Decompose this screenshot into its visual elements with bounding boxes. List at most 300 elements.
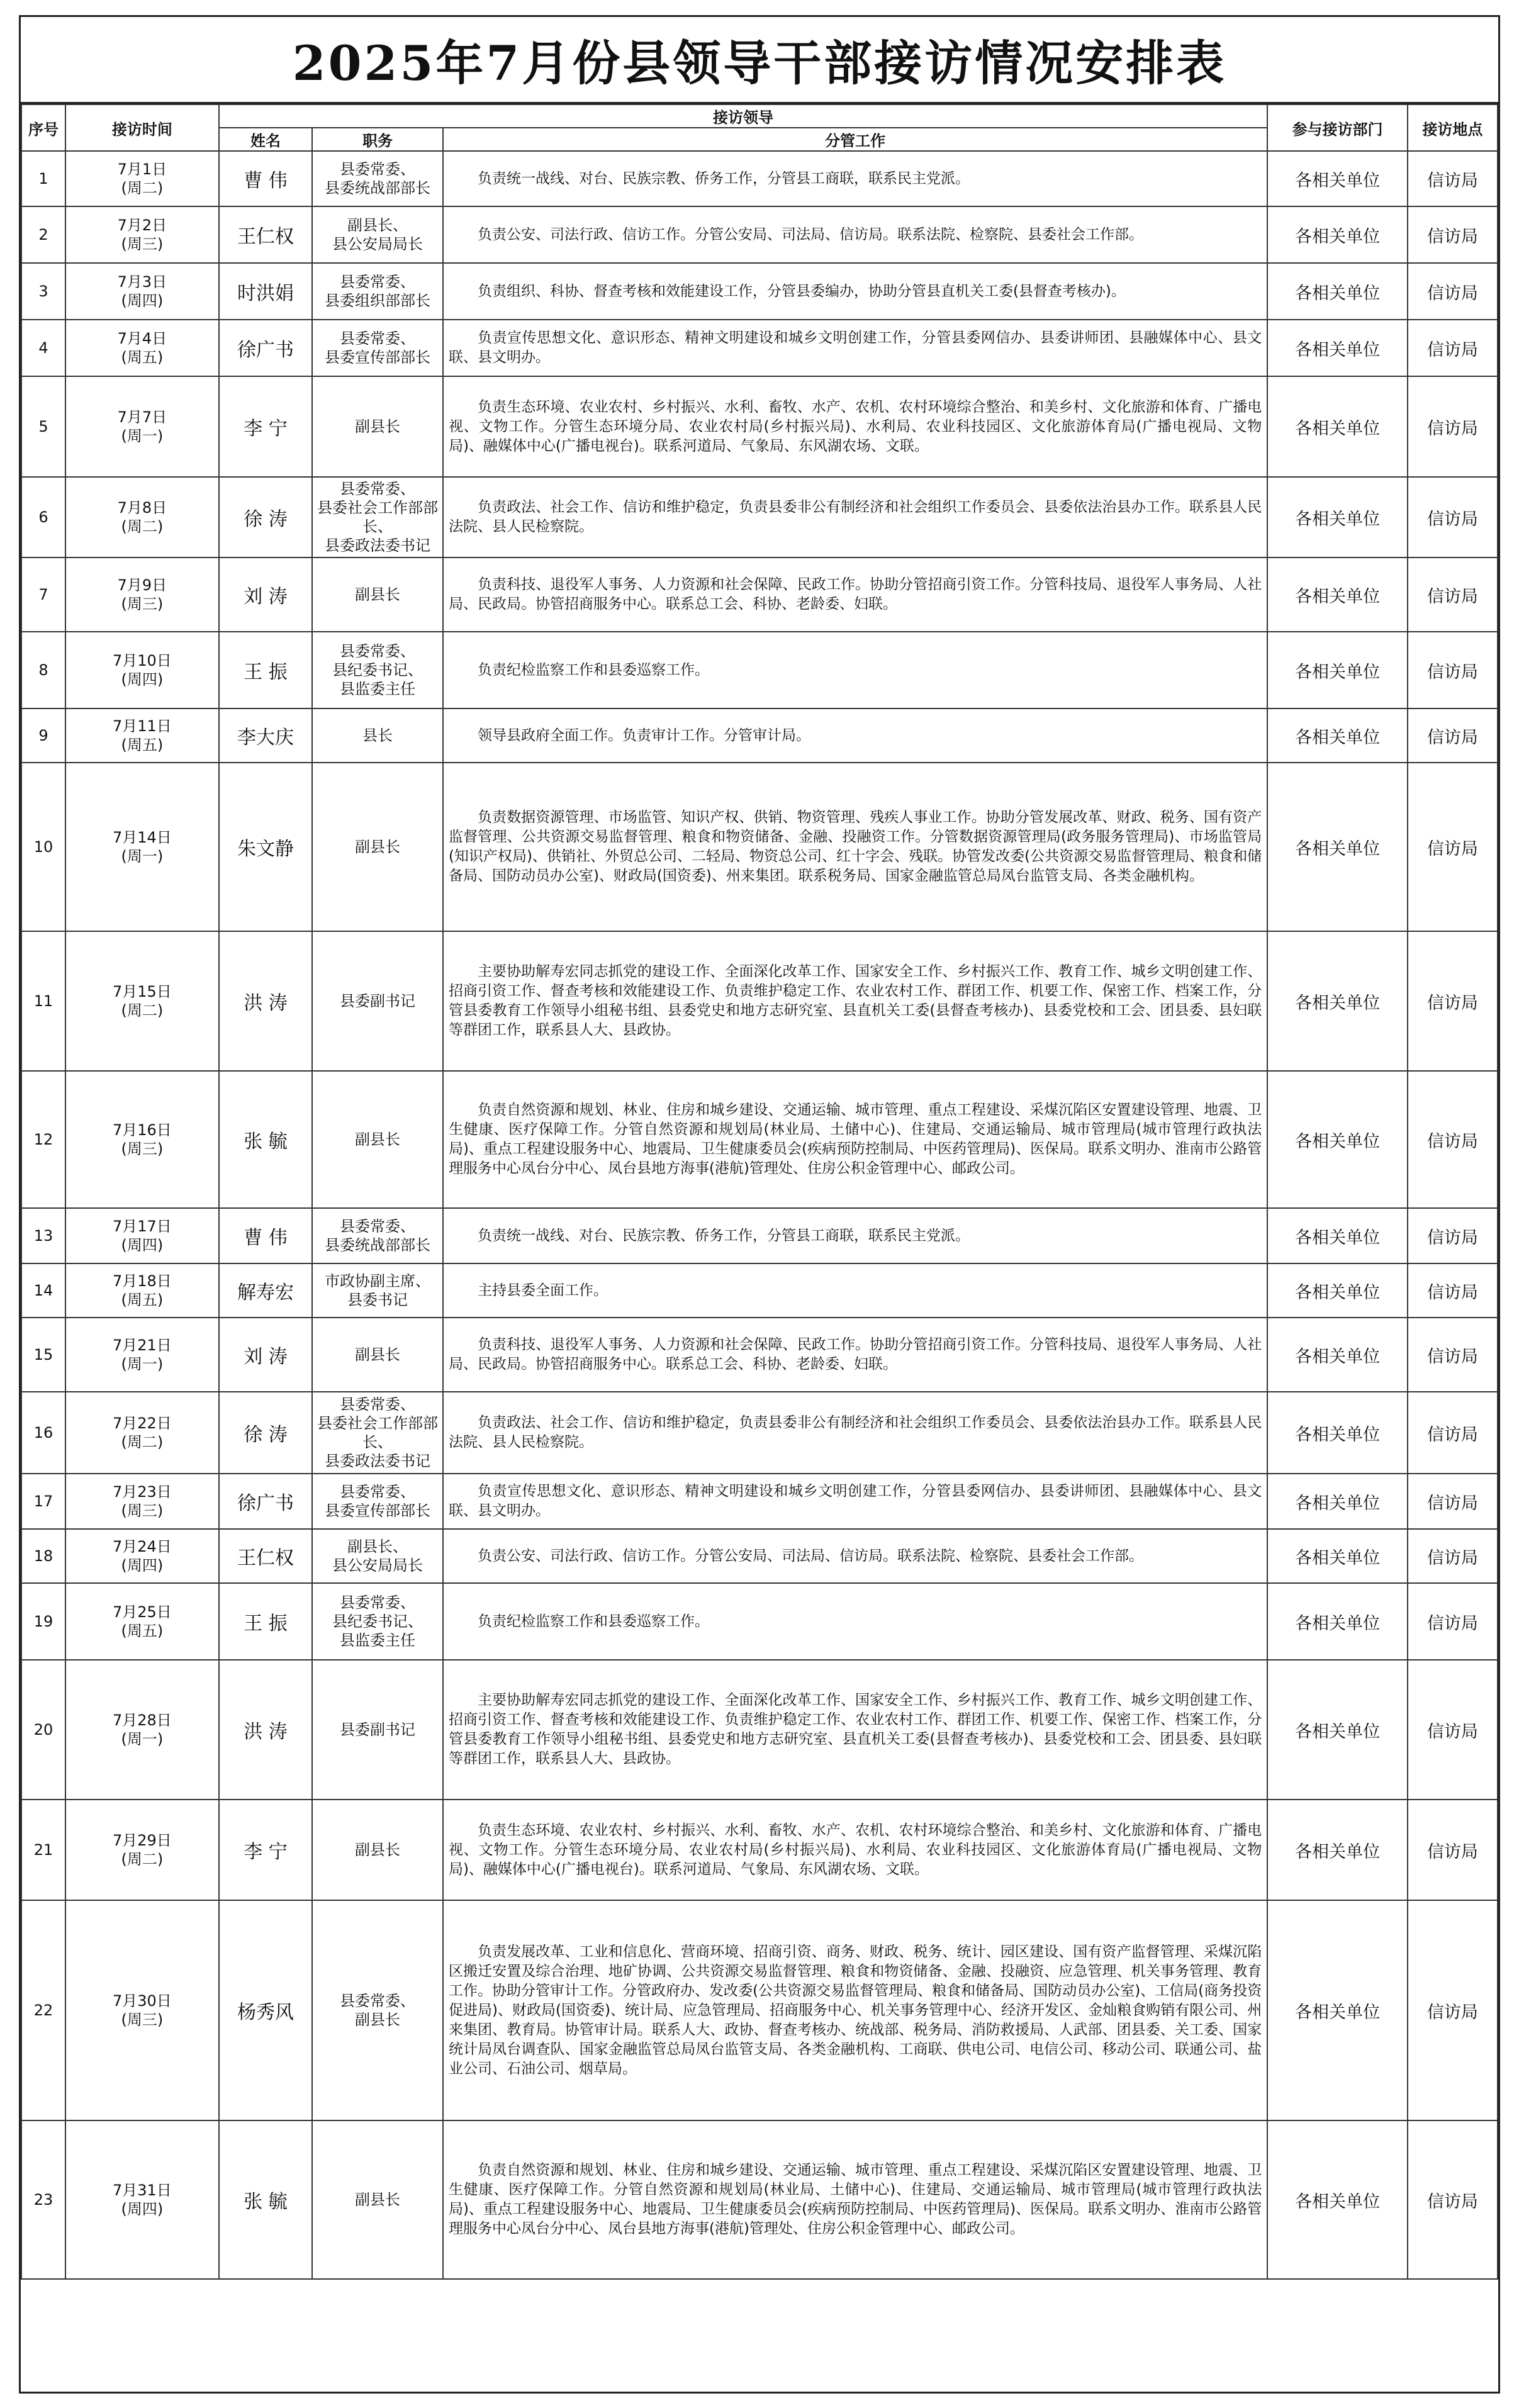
participating-dept-cell [1267,1529,1408,1583]
participating-dept-cell [1267,1071,1408,1208]
participating-dept: 各相关单位 [1295,586,1381,607]
visit-place-cell [1408,763,1498,931]
visit-place: 信访局 [1427,1282,1478,1302]
visit-time-cell [65,2120,219,2279]
row-number-cell [21,557,65,632]
leader-name: 王仁权 [237,1547,294,1569]
row-number: 18 [33,1547,53,1565]
row-number: 4 [38,339,48,357]
visit-date: 7月14日 [112,829,172,846]
row-number-cell [21,1529,65,1583]
leader-position-cell [312,2120,443,2279]
visit-date: 7月31日 [112,2181,172,2199]
visit-place: 信访局 [1427,1131,1478,1151]
visit-time-cell [65,1583,219,1660]
participating-dept: 各相关单位 [1295,171,1381,191]
row-number: 9 [38,727,48,744]
leader-name-cell [219,1208,312,1263]
participating-dept-cell [1267,1900,1408,2120]
row-number: 5 [38,418,48,435]
leader-name-cell [219,376,312,477]
table-row [21,477,1498,557]
row-number-cell [21,263,65,320]
leader-position: 县委常委、 县纪委书记、 县监委主任 [332,1594,423,1649]
row-number-cell [21,1583,65,1660]
leader-duty: 负责数据资源管理、市场监管、知识产权、供销、物资管理、残疾人事业工作。协助分管发展改革、财政、税务、国有资产监督管理、公共资源交易监督管理、粮食和物资储备、金融、投融资工作。分管数据资源管理局(政务服务管理局)、市场监管局(知识产权局)、供销社、外贸总公司、二轻局、物资总公司、红十字会、残联。协管发改委(公共资源交易监督管理局、粮食和储备局、国防动员办公室)、财政局(国资委)、州来集团。联系税务局、国家金融监管总局凤台监管支局、各类金融机构。 [448,809,1262,884]
visit-place-cell [1408,477,1498,557]
visit-place: 信访局 [1427,171,1478,191]
row-number: 13 [33,1227,53,1245]
leader-duty-cell [443,708,1267,763]
leader-position: 县委副书记 [340,1721,416,1739]
row-number-cell [21,1900,65,2120]
leader-duty: 负责自然资源和规划、林业、住房和城乡建设、交通运输、城市管理、重点工程建设、采煤沉陷区安置建设管理、地震、卫生健康、医疗保障工作。分管自然资源和规划局(林业局、土储中心)、住建局、交通运输局、城市管理局(城市管理行政执法局)、重点工程建设服务中心、地震局、卫生健康委员会(疾病预防控制局、中医药管理局)、医保局。联系文明办、淮南市公路管理服务中心凤台分中心、凤台县地方海事(港航)管理处、住房公积金管理中心、邮政公司。 [448,1102,1262,1177]
visit-place-cell [1408,1474,1498,1529]
participating-dept-cell [1267,708,1408,763]
row-number-cell [21,477,65,557]
leader-duty-cell [443,1529,1267,1583]
leader-duty-cell [443,320,1267,376]
participating-dept: 各相关单位 [1295,1282,1381,1302]
visit-time-cell [65,263,219,320]
visit-time-cell [65,1474,219,1529]
leader-name: 王仁权 [237,226,294,248]
visit-weekday: (周二) [121,1002,164,1019]
table-row [21,557,1498,632]
visit-weekday: (周四) [121,671,164,688]
visit-place-cell [1408,632,1498,708]
row-number-cell [21,1474,65,1529]
leader-name-cell [219,2120,312,2279]
leader-position: 副县长、 县公安局局长 [332,1538,423,1574]
visit-time-cell [65,1208,219,1263]
visit-place: 信访局 [1427,1493,1478,1513]
leader-name: 李 宁 [244,1841,288,1863]
visit-weekday: (周三) [121,2011,164,2029]
row-number-cell [21,1071,65,1208]
visit-place: 信访局 [1427,1228,1478,1248]
table-row [21,263,1498,320]
leader-duty-cell [443,931,1267,1071]
leader-position-cell [312,1318,443,1392]
visit-date: 7月28日 [112,1711,172,1729]
visit-place-cell [1408,931,1498,1071]
visit-weekday: (周五) [121,1622,164,1640]
row-number-cell [21,1660,65,1800]
participating-dept-cell [1267,763,1408,931]
leader-position: 副县长 [355,1346,401,1364]
leader-name: 徐广书 [237,339,294,361]
header-dept: 参与接访部门 [1267,104,1408,151]
leader-name: 李 宁 [244,418,288,440]
leader-position: 副县长 [355,1131,401,1148]
visit-weekday: (周四) [121,1236,164,1254]
leader-name-cell [219,1800,312,1900]
table-row [21,1583,1498,1660]
visit-place: 信访局 [1427,340,1478,360]
visit-weekday: (周四) [121,1557,164,1574]
visit-weekday: (周三) [121,1502,164,1520]
leader-duty: 负责政法、社会工作、信访和维护稳定，负责县委非公有制经济和社会组织工作委员会、县委依法治县办工作。联系县人民法院、县人民检察院。 [448,1414,1262,1450]
table-row [21,151,1498,206]
participating-dept: 各相关单位 [1295,2192,1381,2212]
leader-duty: 负责生态环境、农业农村、乡村振兴、水利、畜牧、水产、农机、农村环境综合整治、和美乡村、文化旅游和体育、广播电视、文物工作。分管生态环境分局、农业农村局(乡村振兴局)、水利局、农业科技园区、文化旅游体育局(广播电视局、文物局)、融媒体中心(广播电视台)。联系河道局、气象局、东风湖农场、文联。 [448,1822,1262,1878]
visit-time-cell [65,1800,219,1900]
visit-place: 信访局 [1427,662,1478,682]
leader-name-cell [219,708,312,763]
leader-position: 县委常委、 县委社会工作部部长、 县委政法委书记 [317,1396,439,1470]
leader-duty-cell [443,557,1267,632]
visit-time-cell [65,1900,219,2120]
leader-name-cell [219,557,312,632]
leader-duty-cell [443,1318,1267,1392]
participating-dept: 各相关单位 [1295,418,1381,439]
participating-dept-cell [1267,320,1408,376]
visit-place-cell [1408,1583,1498,1660]
leader-duty-cell [443,1208,1267,1263]
leader-duty: 负责科技、退役军人事务、人力资源和社会保障、民政工作。协助分管招商引资工作。分管科技局、退役军人事务局、人社局、民政局。协管招商服务中心。联系总工会、科协、老龄委、妇联。 [448,576,1262,612]
leader-position-cell [312,206,443,263]
row-number-cell [21,1392,65,1474]
participating-dept: 各相关单位 [1295,509,1381,529]
participating-dept: 各相关单位 [1295,340,1381,360]
table-row [21,1318,1498,1392]
visit-weekday: (周二) [121,1433,164,1451]
leader-name: 解寿宏 [237,1282,294,1304]
leader-name-cell [219,931,312,1071]
leader-name: 徐 涛 [244,1424,288,1446]
participating-dept-cell [1267,206,1408,263]
visit-date: 7月15日 [112,983,172,1000]
participating-dept-cell [1267,1660,1408,1800]
visit-weekday: (周一) [121,427,164,445]
leader-duty-cell [443,1392,1267,1474]
table-row [21,708,1498,763]
leader-duty: 负责自然资源和规划、林业、住房和城乡建设、交通运输、城市管理、重点工程建设、采煤沉陷区安置建设管理、地震、卫生健康、医疗保障工作。分管自然资源和规划局(林业局、土储中心)、住建局、交通运输局、城市管理局(城市管理行政执法局)、重点工程建设服务中心、地震局、卫生健康委员会(疾病预防控制局、中医药管理局)、医保局。联系文明办、淮南市公路管理服务中心凤台分中心、凤台县地方海事(港航)管理处、住房公积金管理中心、邮政公司。 [448,2162,1262,2237]
visit-place: 信访局 [1427,839,1478,859]
participating-dept: 各相关单位 [1295,227,1381,247]
leader-position: 副县长 [355,1841,401,1859]
visit-place-cell [1408,1318,1498,1392]
table-row [21,1660,1498,1800]
visit-date: 7月23日 [112,1483,172,1501]
table-row [21,931,1498,1071]
leader-name: 曹 伟 [244,170,288,192]
visit-date: 7月21日 [112,1336,172,1354]
leader-name: 李大庆 [237,727,294,749]
visit-time-cell [65,206,219,263]
header-time: 接访时间 [65,104,219,151]
visit-place: 信访局 [1427,227,1478,247]
visit-place-cell [1408,1392,1498,1474]
leader-name: 徐 涛 [244,508,288,530]
visit-time-cell [65,376,219,477]
visit-place-cell [1408,2120,1498,2279]
leader-name: 洪 涛 [244,1721,288,1743]
row-number: 10 [33,838,53,856]
visit-time-cell [65,1071,219,1208]
leader-duty: 主要协助解寿宏同志抓党的建设工作、全面深化改革工作、国家安全工作、乡村振兴工作、教育工作、城乡文明创建工作、招商引资工作、督查考核和效能建设工作、负责维护稳定工作、农业农村工作、群团工作、机要工作、保密工作、档案工作，分管县委教育工作领导小组秘书组、县委党史和地方志研究室、县直机关工委(县督查考核办)、县委党校和工会、团县委、县妇联等群团工作，联系县人大、县政协。 [448,1692,1262,1767]
row-number: 3 [38,283,48,300]
visit-date: 7月4日 [117,330,167,347]
leader-duty: 负责组织、科协、督查考核和效能建设工作，分管县委编办，协助分管县直机关工委(县督查考核办)。 [477,283,1126,300]
leader-position: 县委常委、 副县长 [340,1992,416,2029]
participating-dept: 各相关单位 [1295,993,1381,1013]
leader-duty-cell [443,1800,1267,1900]
table-row [21,1900,1498,2120]
participating-dept: 各相关单位 [1295,2002,1381,2022]
leader-position-cell [312,763,443,931]
visit-place-cell [1408,1660,1498,1800]
visit-date: 7月24日 [112,1538,172,1555]
visit-date: 7月22日 [112,1414,172,1432]
visit-place-cell [1408,1208,1498,1263]
leader-duty-cell [443,1474,1267,1529]
row-number-cell [21,632,65,708]
visit-place-cell [1408,1529,1498,1583]
visit-place: 信访局 [1427,1613,1478,1633]
leader-name: 王 振 [244,661,288,683]
visit-place-cell [1408,320,1498,376]
participating-dept: 各相关单位 [1295,1613,1381,1633]
visit-date: 7月25日 [112,1603,172,1621]
visit-place: 信访局 [1427,1425,1478,1445]
leader-position-cell [312,263,443,320]
table-row [21,206,1498,263]
visit-time-cell [65,763,219,931]
row-number: 22 [33,2002,53,2019]
leader-position-cell [312,1208,443,1263]
schedule-frame [19,15,1500,2394]
visit-place: 信访局 [1427,993,1478,1013]
leader-duty: 负责公安、司法行政、信访工作。分管公安局、司法局、信访局。联系法院、检察院、县委社会工作部。 [477,1547,1143,1564]
leader-duty-cell [443,206,1267,263]
visit-time-cell [65,931,219,1071]
row-number: 17 [33,1492,53,1510]
visit-weekday: (周二) [121,518,164,535]
leader-position-cell [312,1263,443,1318]
leader-name: 朱文静 [237,838,294,860]
row-number: 2 [38,226,48,244]
participating-dept-cell [1267,632,1408,708]
visit-time-cell [65,1660,219,1800]
visit-place: 信访局 [1427,727,1478,748]
participating-dept-cell [1267,477,1408,557]
leader-name-cell [219,1583,312,1660]
row-number-cell [21,1318,65,1392]
participating-dept: 各相关单位 [1295,727,1381,748]
visit-place: 信访局 [1427,509,1478,529]
row-number-cell [21,708,65,763]
table-row [21,320,1498,376]
row-number: 1 [38,170,48,188]
visit-time-cell [65,1318,219,1392]
visit-time-cell [65,557,219,632]
visit-weekday: (周一) [121,1730,164,1748]
visit-place: 信访局 [1427,418,1478,439]
visit-place-cell [1408,263,1498,320]
leader-name: 洪 涛 [244,992,288,1014]
participating-dept: 各相关单位 [1295,1131,1381,1151]
visit-time-cell [65,477,219,557]
visit-time-cell [65,1263,219,1318]
leader-name-cell [219,763,312,931]
leader-duty-cell [443,632,1267,708]
header-place: 接访地点 [1408,104,1498,151]
leader-name-cell [219,151,312,206]
visit-weekday: (周二) [121,179,164,197]
visit-date: 7月10日 [112,652,172,669]
header-position: 职务 [312,128,443,151]
visit-time-cell [65,151,219,206]
leader-duty-cell [443,1900,1267,2120]
header-name: 姓名 [219,128,312,151]
visit-weekday: (周五) [121,736,164,754]
visit-date: 7月29日 [112,1832,172,1849]
visit-date: 7月7日 [117,408,167,426]
visit-place: 信访局 [1427,2192,1478,2212]
leader-position: 县委常委、 县委统战部部长 [325,1218,431,1254]
leader-position-cell [312,376,443,477]
leader-position: 县委常委、 县委宣传部部长 [325,330,431,366]
participating-dept-cell [1267,1474,1408,1529]
visit-weekday: (周一) [121,1355,164,1373]
visit-date: 7月17日 [112,1218,172,1235]
leader-name: 张 毓 [244,2191,288,2213]
row-number-cell [21,206,65,263]
leader-duty: 负责政法、社会工作、信访和维护稳定，负责县委非公有制经济和社会组织工作委员会、县委依法治县办工作。联系县人民法院、县人民检察院。 [448,499,1262,535]
leader-name-cell [219,1318,312,1392]
participating-dept-cell [1267,1318,1408,1392]
leader-position: 县委副书记 [340,992,416,1010]
leader-position: 县委常委、 县委社会工作部部长、 县委政法委书记 [317,480,439,554]
leader-name: 时洪娟 [237,283,294,305]
participating-dept: 各相关单位 [1295,1228,1381,1248]
row-number: 16 [33,1424,53,1442]
leader-name: 王 振 [244,1613,288,1635]
row-number-cell [21,2120,65,2279]
leader-duty-cell [443,1263,1267,1318]
visit-date: 7月2日 [117,216,167,234]
participating-dept-cell [1267,1583,1408,1660]
leader-name: 杨秀风 [237,2002,294,2024]
row-number: 20 [33,1721,53,1739]
row-number-cell [21,1208,65,1263]
visit-time-cell [65,632,219,708]
row-number: 7 [38,586,48,603]
row-number: 11 [33,992,53,1010]
leader-duty: 负责宣传思想文化、意识形态、精神文明建设和城乡文明创建工作，分管县委网信办、县委讲师团、县融媒体中心、县文联、县文明办。 [448,330,1262,366]
leader-name-cell [219,1529,312,1583]
visit-weekday: (周五) [121,1291,164,1309]
leader-duty: 负责生态环境、农业农村、乡村振兴、水利、畜牧、水产、农机、农村环境综合整治、和美乡村、文化旅游和体育、广播电视、文物工作。分管生态环境分局、农业农村局(乡村振兴局)、水利局、农业科技园区、文化旅游体育局(广播电视局、文物局)、融媒体中心(广播电视台)。联系河道局、气象局、东风湖农场、文联。 [448,398,1262,454]
leader-duty: 主要协助解寿宏同志抓党的建设工作、全面深化改革工作、国家安全工作、乡村振兴工作、教育工作、城乡文明创建工作、招商引资工作、督查考核和效能建设工作、负责维护稳定工作、农业农村工作、群团工作、机要工作、保密工作、档案工作，分管县委教育工作领导小组秘书组、县委党史和地方志研究室、县直机关工委(县督查考核办)、县委党校和工会、团县委、县妇联等群团工作，联系县人大、县政协。 [448,963,1262,1038]
leader-duty-cell [443,376,1267,477]
table-row [21,1392,1498,1474]
leader-duty: 负责统一战线、对台、民族宗教、侨务工作，分管县工商联，联系民主党派。 [477,170,970,187]
leader-position: 市政协副主席、 县委书记 [325,1272,431,1309]
leader-duty-cell [443,263,1267,320]
row-number: 14 [33,1282,53,1299]
row-number-cell [21,376,65,477]
leader-name-cell [219,1474,312,1529]
leader-name-cell [219,632,312,708]
leader-name: 曹 伟 [244,1227,288,1249]
participating-dept-cell [1267,931,1408,1071]
row-number: 15 [33,1346,53,1364]
leader-position: 副县长、 县公安局局长 [332,216,423,253]
document-title: 2025年7月份县领导干部接访情况安排表 [21,17,1498,104]
leader-duty-cell [443,477,1267,557]
leader-duty-cell [443,2120,1267,2279]
leader-name: 徐广书 [237,1492,294,1515]
participating-dept-cell [1267,1800,1408,1900]
table-row [21,763,1498,931]
row-number: 12 [33,1131,53,1148]
visit-date: 7月9日 [117,576,167,594]
table-row [21,632,1498,708]
header-num: 序号 [21,104,65,151]
participating-dept: 各相关单位 [1295,1425,1381,1445]
visit-date: 7月18日 [112,1272,172,1290]
leader-position-cell [312,1900,443,2120]
visit-place: 信访局 [1427,1842,1478,1862]
leader-duty: 负责纪检监察工作和县委巡察工作。 [477,661,709,678]
leader-duty-cell [443,763,1267,931]
participating-dept: 各相关单位 [1295,839,1381,859]
table-row [21,1263,1498,1318]
leader-position-cell [312,1529,443,1583]
row-number: 6 [38,508,48,526]
leader-name-cell [219,320,312,376]
leader-position-cell [312,477,443,557]
visit-place: 信访局 [1427,2002,1478,2022]
leader-position-cell [312,1583,443,1660]
leader-position-cell [312,151,443,206]
visit-weekday: (周三) [121,595,164,613]
row-number: 23 [33,2191,53,2209]
visit-weekday: (周二) [121,1851,164,1868]
participating-dept-cell [1267,2120,1408,2279]
visit-time-cell [65,708,219,763]
leader-duty: 领导县政府全面工作。负责审计工作。分管审计局。 [477,727,810,744]
participating-dept-cell [1267,557,1408,632]
visit-weekday: (周三) [121,235,164,253]
leader-name-cell [219,1900,312,2120]
table-row [21,376,1498,477]
visit-place-cell [1408,1071,1498,1208]
leader-duty: 负责统一战线、对台、民族宗教、侨务工作，分管县工商联，联系民主党派。 [477,1227,970,1244]
leader-position-cell [312,320,443,376]
schedule-table [21,104,1498,2280]
table-row [21,1208,1498,1263]
leader-duty: 负责科技、退役军人事务、人力资源和社会保障、民政工作。协助分管招商引资工作。分管科技局、退役军人事务局、人社局、民政局。协管招商服务中心。联系总工会、科协、老龄委、妇联。 [448,1336,1262,1372]
participating-dept-cell [1267,263,1408,320]
leader-duty-cell [443,151,1267,206]
visit-place: 信访局 [1427,283,1478,303]
leader-position-cell [312,1660,443,1800]
row-number: 21 [33,1841,53,1859]
participating-dept-cell [1267,1208,1408,1263]
visit-weekday: (周四) [121,2200,164,2218]
visit-date: 7月3日 [117,273,167,291]
leader-duty-cell [443,1660,1267,1800]
leader-name-cell [219,206,312,263]
leader-position-cell [312,1474,443,1529]
leader-name-cell [219,1392,312,1474]
visit-weekday: (周一) [121,848,164,865]
visit-date: 7月16日 [112,1121,172,1139]
